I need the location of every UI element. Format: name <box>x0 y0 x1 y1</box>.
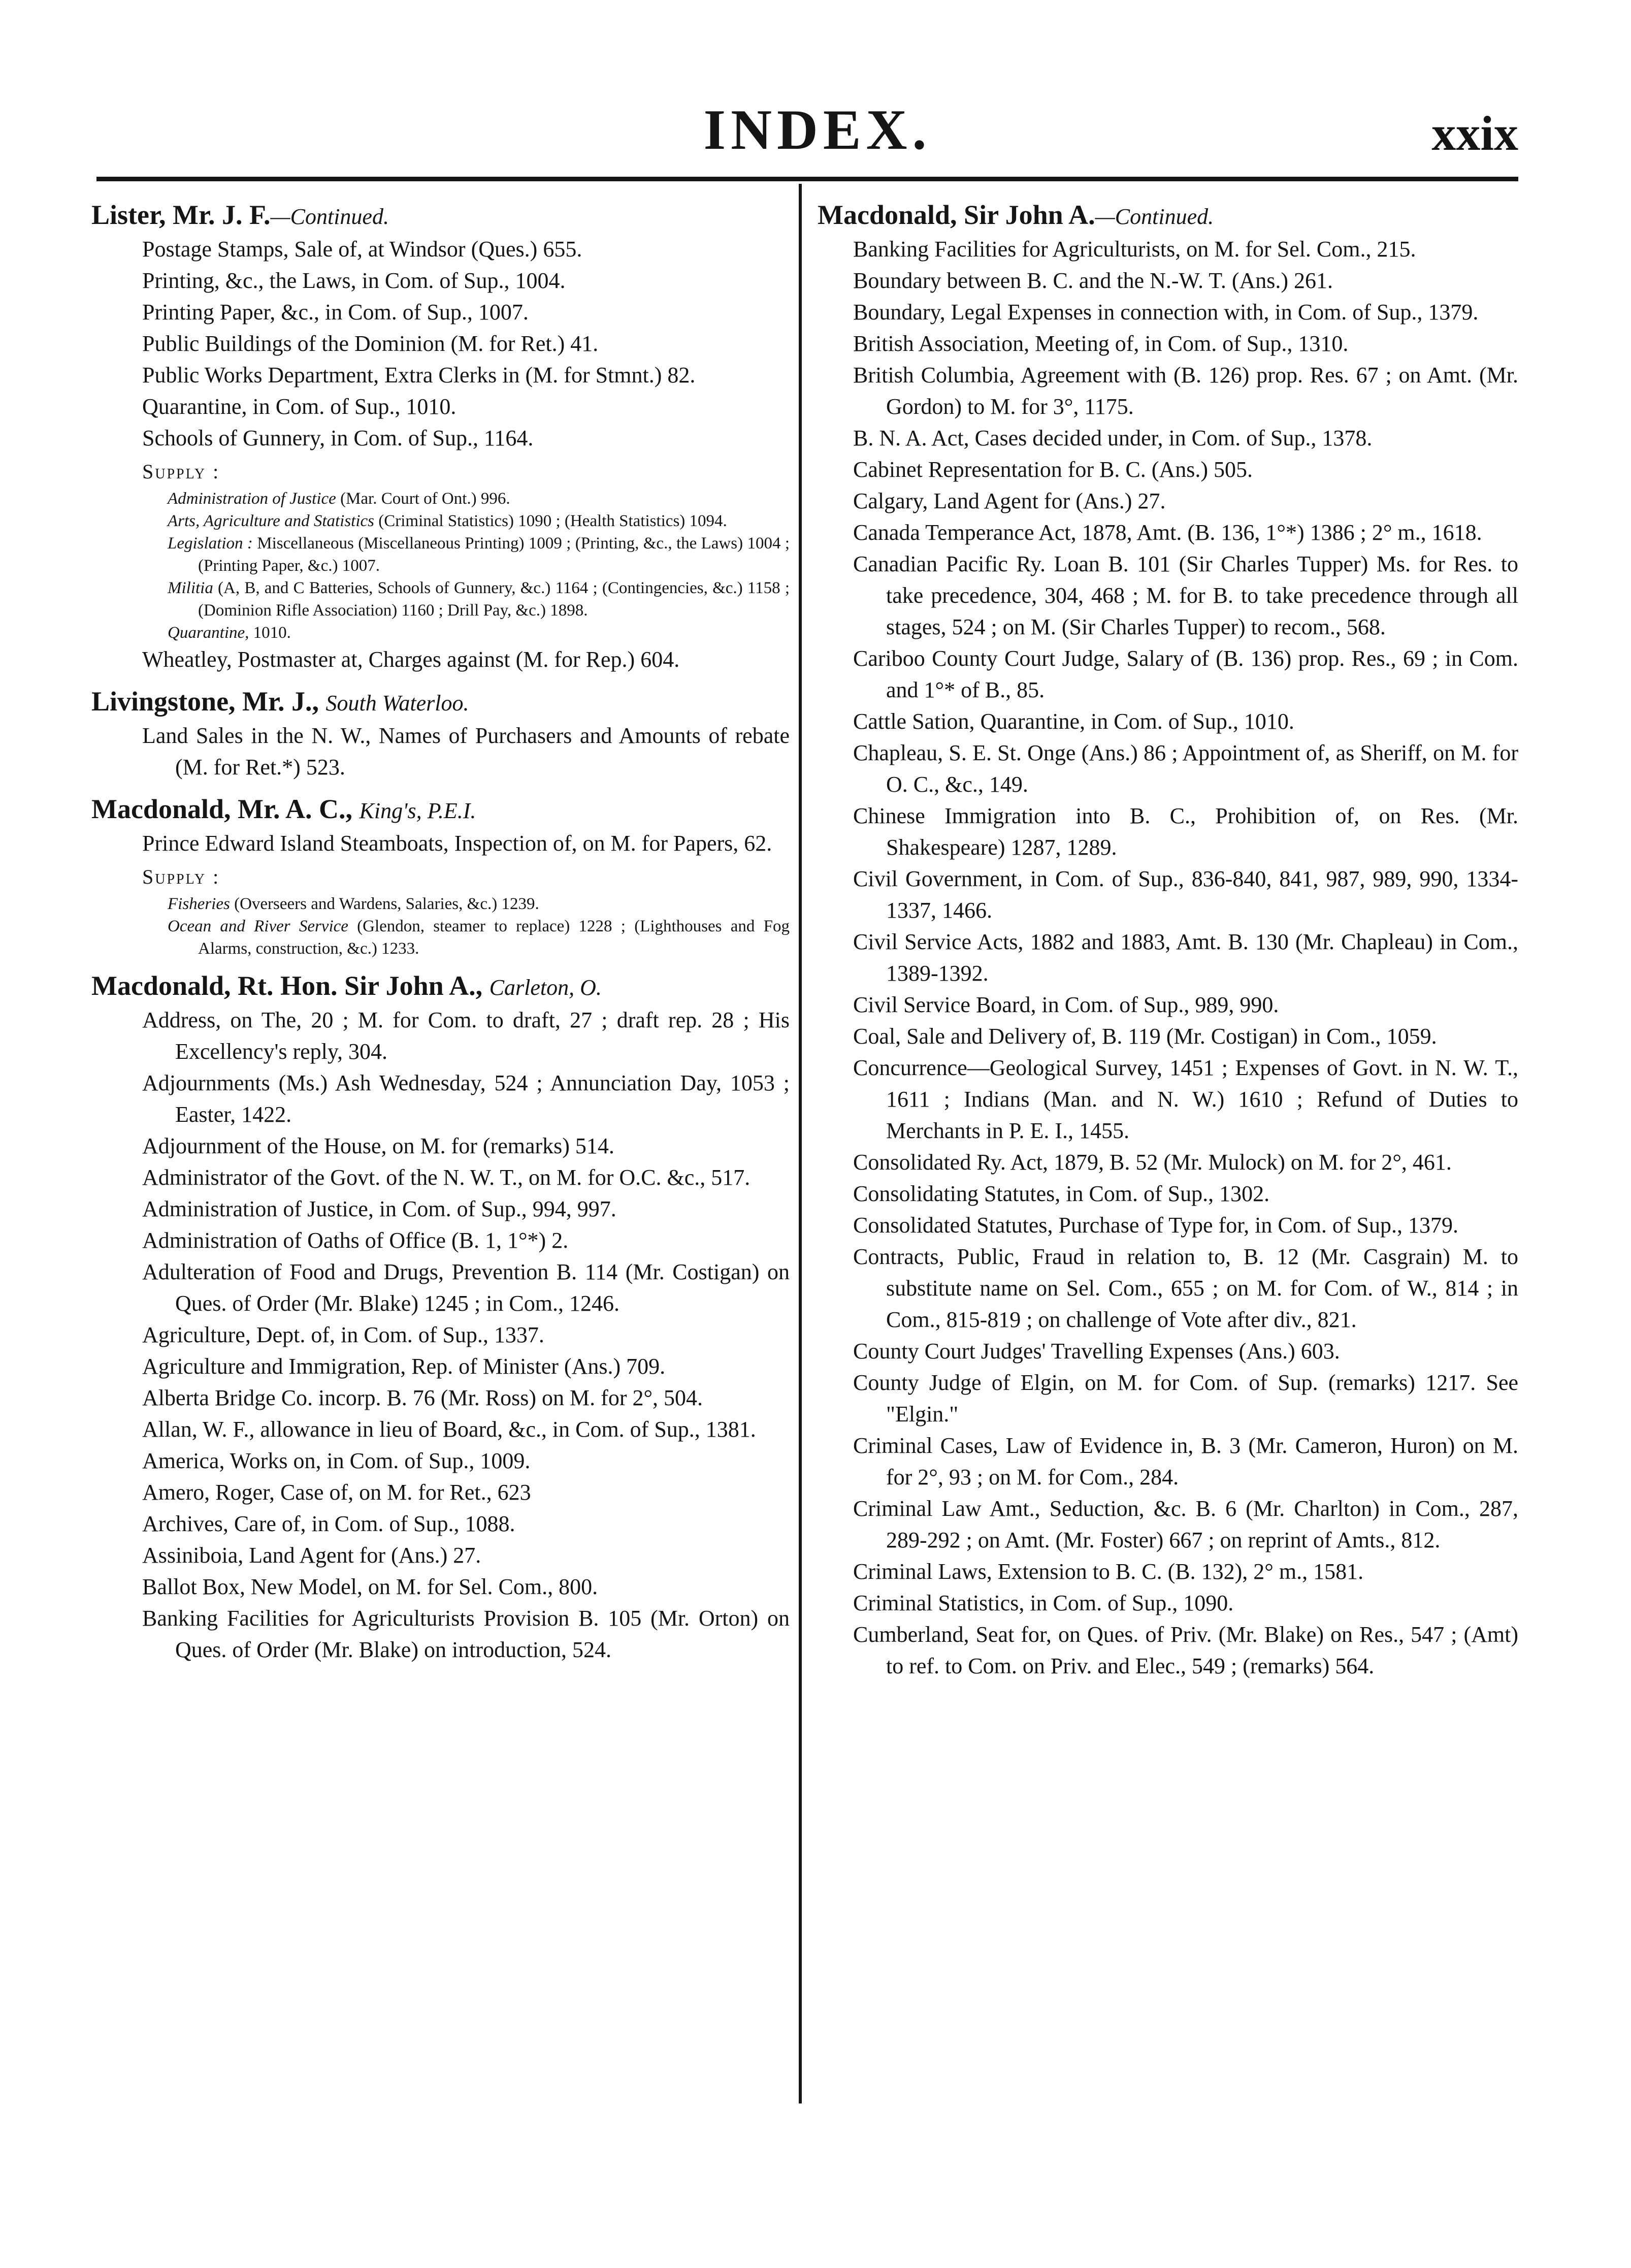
index-entry: Chinese Immigration into B. C., Prohibition of, on Res. (Mr. Shakespeare) 1287, 1289. <box>853 803 1518 860</box>
entry-list <box>91 234 790 454</box>
entry-list <box>818 234 1518 1682</box>
index-heading <box>91 792 790 828</box>
right-column <box>818 198 1518 1682</box>
supply-label: Supply : <box>142 865 220 888</box>
supply-entry <box>91 915 790 960</box>
supply-list <box>91 488 790 644</box>
entry-list <box>91 720 790 783</box>
supply-entry-label: Ocean and River Service <box>168 917 348 935</box>
index-entry: Public Works Department, Extra Clerks in (M. for Stmnt.) 82. <box>142 363 696 387</box>
heading-location: King's, P.E.I. <box>359 798 476 823</box>
index-entry: Cariboo County Court Judge, Salary of (B. 136) prop. Res., 69 ; in Com. and 1°* of B., 85. <box>853 646 1518 702</box>
supply-entry <box>91 577 790 622</box>
index-entry: Criminal Law Amt., Seduction, &c. B. 6 (Mr. Charlton) in Com., 287, 289-292 ; on Amt. (Mr. Foster) 667 ; on reprint of Amts., 812. <box>853 1496 1518 1552</box>
index-entry: Printing Paper, &c., in Com. of Sup., 1007. <box>142 300 529 325</box>
index-entry: Ballot Box, New Model, on M. for Sel. Com., 800. <box>142 1574 598 1599</box>
index-entry: Cabinet Representation for B. C. (Ans.) 505. <box>853 457 1253 482</box>
index-entry: Adjournment of the House, on M. for (remarks) 514. <box>142 1133 614 1158</box>
supply-entry-text: (Overseers and Wardens, Salaries, &c.) 1239. <box>230 895 539 913</box>
index-entry: Criminal Cases, Law of Evidence in, B. 3 (Mr. Cameron, Huron) on M. for 2°, 93 ; on M. for Com., 284. <box>853 1433 1518 1489</box>
index-entry: Adulteration of Food and Drugs, Prevention B. 114 (Mr. Costigan) on Ques. of Order (Mr. Blake) 1245 ; in Com., 1246. <box>142 1259 790 1316</box>
index-entry: Contracts, Public, Fraud in relation to, B. 12 (Mr. Casgrain) M. to substitute name on Sel. Com., 655 ; on M. for Com. of W., 814 ; in Com., 815-819 ; on challenge of Vote after div., 821. <box>853 1244 1518 1332</box>
index-entry: America, Works on, in Com. of Sup., 1009. <box>142 1448 531 1473</box>
index-entry: Public Buildings of the Dominion (M. for Ret.) 41. <box>142 331 599 356</box>
index-entry: Criminal Statistics, in Com. of Sup., 1090. <box>853 1591 1234 1615</box>
supply-entry <box>91 532 790 577</box>
supply-entry-label: Fisheries <box>168 895 230 913</box>
index-heading <box>91 685 790 720</box>
index-entry: Wheatley, Postmaster at, Charges against (M. for Rep.) 604. <box>142 647 680 672</box>
supply-entry-label: Quarantine, <box>168 624 249 642</box>
index-entry: Printing, &c., the Laws, in Com. of Sup., 1004. <box>142 268 566 293</box>
supply-entry <box>91 893 790 915</box>
index-entry: Concurrence—Geological Survey, 1451 ; Expenses of Govt. in N. W. T., 1611 ; Indians (Man. and N. W.) 1610 ; Refund of Duties to Merchants in P. E. I., 1455. <box>853 1055 1518 1143</box>
index-entry: County Judge of Elgin, on M. for Com. of Sup. (remarks) 1217. See "Elgin." <box>853 1370 1518 1427</box>
index-entry: Land Sales in the N. W., Names of Purchasers and Amounts of rebate (M. for Ret.*) 523. <box>142 723 790 780</box>
supply-entry-text: Miscellaneous (Miscellaneous Printing) 1009 ; (Printing, &c., the Laws) 1004 ; (Printing Paper, &c.) 1007. <box>198 534 790 575</box>
supply-list <box>91 893 790 960</box>
entry-list <box>91 828 790 859</box>
heading-name: Macdonald, Mr. A. C., <box>91 794 353 824</box>
index-entry: Consolidated Ry. Act, 1879, B. 52 (Mr. Mulock) on M. for 2°, 461. <box>853 1150 1452 1175</box>
index-entry: Archives, Care of, in Com. of Sup., 1088. <box>142 1511 515 1536</box>
index-entry: Administration of Justice, in Com. of Sup., 994, 997. <box>142 1196 616 1221</box>
supply-entry-text: 1010. <box>249 624 291 642</box>
heading-location: South Waterloo. <box>325 691 469 716</box>
supply-entry-label: Militia <box>168 579 213 597</box>
index-entry: Agriculture, Dept. of, in Com. of Sup., 1337. <box>142 1322 544 1347</box>
index-entry: B. N. A. Act, Cases decided under, in Com. of Sup., 1378. <box>853 426 1373 450</box>
index-heading <box>91 198 790 234</box>
page-number: xxix <box>1431 106 1518 160</box>
index-entry: Criminal Laws, Extension to B. C. (B. 132), 2° m., 1581. <box>853 1559 1364 1584</box>
supply-entry-text: (A, B, and C Batteries, Schools of Gunnery, &c.) 1164 ; (Contingencies, &c.) 1158 ; (Dominion Rifle Association) 1160 ; Drill Pay, &c.) 1898. <box>198 579 790 620</box>
index-entry: Civil Government, in Com. of Sup., 836-840, 841, 987, 989, 990, 1334-1337, 1466. <box>853 866 1518 923</box>
index-entry: Agriculture and Immigration, Rep. of Minister (Ans.) 709. <box>142 1354 666 1379</box>
heading-name: Livingstone, Mr. J., <box>91 686 319 717</box>
heading-continued: —Continued. <box>1095 204 1214 229</box>
index-entry: Calgary, Land Agent for (Ans.) 27. <box>853 489 1166 513</box>
index-entry: Canada Temperance Act, 1878, Amt. (B. 136, 1°*) 1386 ; 2° m., 1618. <box>853 520 1482 545</box>
index-entry: Postage Stamps, Sale of, at Windsor (Ques.) 655. <box>142 237 582 262</box>
index-entry: Assiniboia, Land Agent for (Ans.) 27. <box>142 1543 481 1568</box>
supply-entry <box>91 622 790 644</box>
index-entry: Consolidating Statutes, in Com. of Sup., 1302. <box>853 1181 1270 1206</box>
index-entry: Administration of Oaths of Office (B. 1, 1°*) 2. <box>142 1228 569 1253</box>
index-entry: Canadian Pacific Ry. Loan B. 101 (Sir Charles Tupper) Ms. for Res. to take precedence, 304, 468 ; M. for B. to take precedence through all stages, 524 ; on M. (Sir Charles Tupper) to recom., 568. <box>853 552 1518 639</box>
index-entry: Boundary, Legal Expenses in connection with, in Com. of Sup., 1379. <box>853 300 1479 325</box>
heading-continued: —Continued. <box>270 204 389 229</box>
index-entry: Administrator of the Govt. of the N. W. T., on M. for O.C. &c., 517. <box>142 1165 751 1190</box>
heading-name: Macdonald, Sir John A. <box>818 200 1095 230</box>
supply-entry-text: (Glendon, steamer to replace) 1228 ; (Lighthouses and Fog Alarms, construction, &c.) 1233. <box>198 917 790 958</box>
index-entry: Address, on The, 20 ; M. for Com. to draft, 27 ; draft rep. 28 ; His Excellency's reply, 304. <box>142 1008 790 1064</box>
supply-entry <box>91 488 790 510</box>
index-entry: Quarantine, in Com. of Sup., 1010. <box>142 394 456 419</box>
index-entry: Chapleau, S. E. St. Onge (Ans.) 86 ; Appointment of, as Sheriff, on M. for O. C., &c., 149. <box>853 740 1518 797</box>
index-entry: Civil Service Board, in Com. of Sup., 989, 990. <box>853 992 1279 1017</box>
page-title: INDEX. <box>703 99 932 161</box>
index-entry: Banking Facilities for Agriculturists, on M. for Sel. Com., 215. <box>853 237 1416 262</box>
left-column <box>91 198 790 1666</box>
heading-name: Macdonald, Rt. Hon. Sir John A., <box>91 970 483 1001</box>
index-entry: British Association, Meeting of, in Com. of Sup., 1310. <box>853 331 1349 356</box>
index-entry: Boundary between B. C. and the N.-W. T. (Ans.) 261. <box>853 268 1333 293</box>
index-entry: Allan, W. F., allowance in lieu of Board, &c., in Com. of Sup., 1381. <box>142 1417 756 1442</box>
supply-entry-label: Legislation : <box>168 534 253 553</box>
index-entry: Cattle Sation, Quarantine, in Com. of Sup., 1010. <box>853 709 1294 734</box>
index-entry: Alberta Bridge Co. incorp. B. 76 (Mr. Ross) on M. for 2°, 504. <box>142 1385 703 1410</box>
supply-label: Supply : <box>142 460 220 483</box>
index-entry: Civil Service Acts, 1882 and 1883, Amt. B. 130 (Mr. Chapleau) in Com., 1389-1392. <box>853 929 1518 986</box>
supply-entry <box>91 510 790 532</box>
index-entry: County Court Judges' Travelling Expenses (Ans.) 603. <box>853 1339 1340 1364</box>
index-entry: British Columbia, Agreement with (B. 126) prop. Res. 67 ; on Amt. (Mr. Gordon) to M. for 3°, 1175. <box>853 363 1518 419</box>
column-divider <box>799 184 802 2103</box>
index-entry: Consolidated Statutes, Purchase of Type for, in Com. of Sup., 1379. <box>853 1213 1459 1238</box>
supply-entry-label: Administration of Justice <box>168 490 336 508</box>
header-rule <box>96 177 1518 181</box>
index-entry: Adjournments (Ms.) Ash Wednesday, 524 ; Annunciation Day, 1053 ; Easter, 1422. <box>142 1071 790 1127</box>
index-entry: Banking Facilities for Agriculturists Provision B. 105 (Mr. Orton) on Ques. of Order (Mr. Blake) on introduction, 524. <box>142 1606 790 1662</box>
heading-location: Carleton, O. <box>489 975 602 1000</box>
index-heading <box>818 198 1518 234</box>
heading-name: Lister, Mr. J. F. <box>91 200 271 230</box>
index-entry: Coal, Sale and Delivery of, B. 119 (Mr. Costigan) in Com., 1059. <box>853 1024 1437 1049</box>
supply-entry-text: (Mar. Court of Ont.) 996. <box>336 490 510 508</box>
index-entry: Schools of Gunnery, in Com. of Sup., 1164. <box>142 426 534 450</box>
index-entry: Amero, Roger, Case of, on M. for Ret., 623 <box>142 1480 531 1505</box>
entry-list <box>91 1005 790 1666</box>
supply-entry-label: Arts, Agriculture and Statistics <box>168 512 375 530</box>
index-entry: Prince Edward Island Steamboats, Inspection of, on M. for Papers, 62. <box>142 831 772 856</box>
supply-entry-text: (Criminal Statistics) 1090 ; (Health Statistics) 1094. <box>374 512 727 530</box>
index-heading <box>91 969 790 1005</box>
index-entry: Cumberland, Seat for, on Ques. of Priv. (Mr. Blake) on Res., 547 ; (Amt) to ref. to Com. on Priv. and Elec., 549 ; (remarks) 564. <box>853 1622 1518 1678</box>
